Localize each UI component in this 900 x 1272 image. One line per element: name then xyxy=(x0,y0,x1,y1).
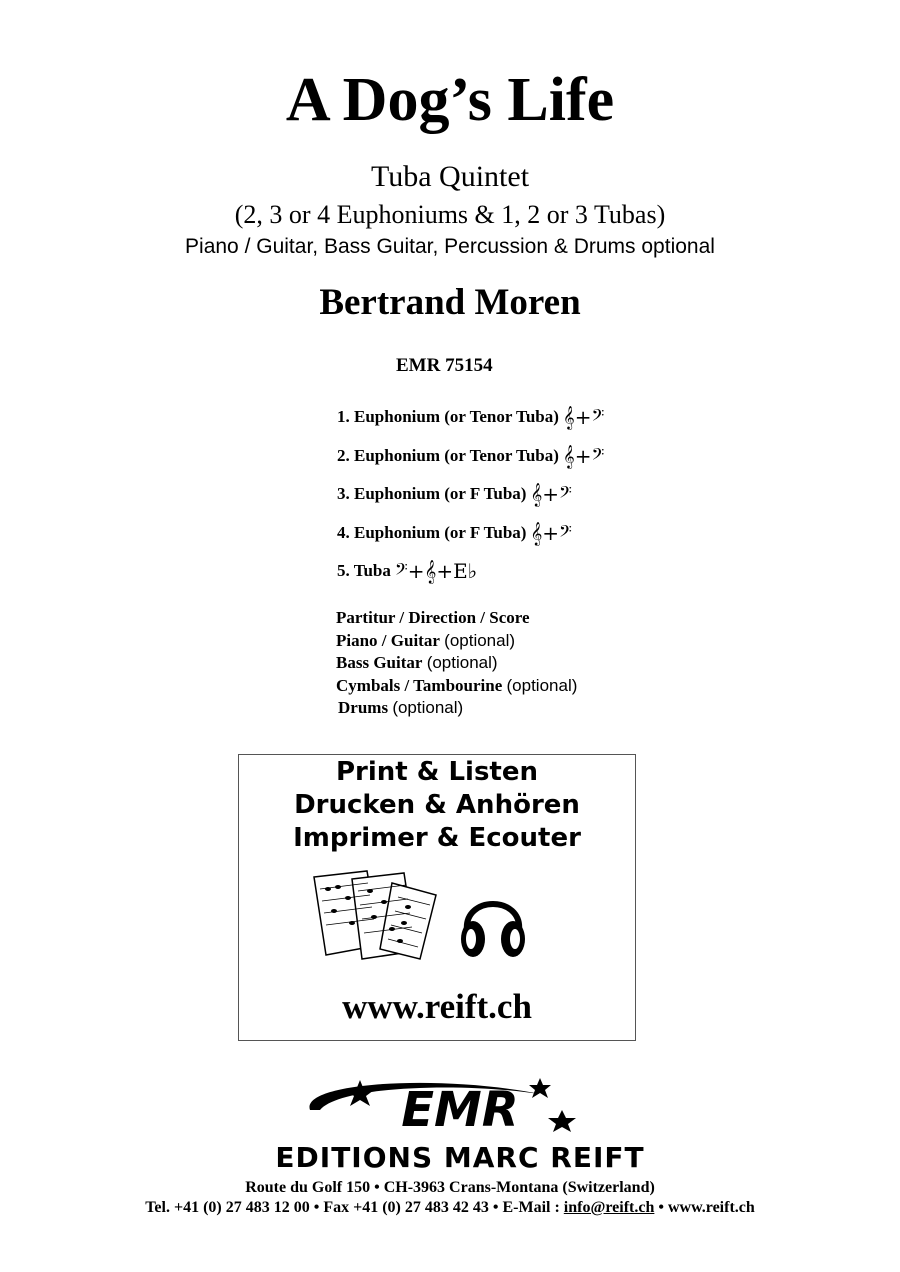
sheet-music-icon xyxy=(312,867,442,962)
part-item xyxy=(337,437,604,476)
part-label: 5. Tuba xyxy=(337,561,391,581)
publisher-contacts xyxy=(0,1198,900,1218)
material-label: Bass Guitar xyxy=(336,653,423,672)
page-title: A Dog’s Life xyxy=(285,66,615,134)
material-note: (optional) xyxy=(426,653,498,672)
promo-line-de: Drucken & Anhören xyxy=(294,790,580,820)
part-label: 4. Euphonium (or F Tuba) xyxy=(337,522,527,542)
contact-website: • www.reift.ch xyxy=(654,1199,755,1216)
promo-url: www.reift.ch xyxy=(342,987,532,1026)
part-item xyxy=(337,514,604,553)
material-item xyxy=(336,697,577,720)
publisher-name: EDITIONS MARC REIFT xyxy=(275,1141,645,1172)
emr-logo-icon xyxy=(240,1072,680,1172)
material-item xyxy=(336,675,577,698)
promo-line-en: Print & Listen xyxy=(335,757,539,787)
promo-line-fr: Imprimer & Ecouter xyxy=(293,823,581,853)
materials-list xyxy=(336,607,577,720)
part-label: 1. Euphonium (or Tenor Tuba) xyxy=(337,407,559,427)
email-link[interactable]: info@reift.ch xyxy=(563,1199,655,1216)
subtitle: Tuba Quintet xyxy=(370,160,530,193)
print-listen-box xyxy=(238,754,636,1041)
material-label: Cymbals / Tambourine xyxy=(336,675,503,695)
material-label: Partitur / Direction / Score xyxy=(336,608,530,627)
optional-instruments: Piano / Guitar, Bass Guitar, Percussion & Drums optional xyxy=(185,235,715,258)
material-item xyxy=(336,630,577,653)
publisher-address: Route du Golf 150 • CH-3963 Crans-Montana (Switzerland) xyxy=(245,1179,655,1196)
part-label: 2. Euphonium (or Tenor Tuba) xyxy=(337,445,559,465)
headphones-icon xyxy=(459,885,527,960)
clef-icon: 𝄞+𝄢 xyxy=(562,443,605,468)
clef-icon: 𝄞+𝄢 xyxy=(530,482,572,507)
material-note: (optional) xyxy=(506,675,578,695)
clef-icon: 𝄞+𝄢 xyxy=(530,520,572,545)
parts-list xyxy=(337,398,604,591)
material-label: Piano / Guitar xyxy=(336,630,440,650)
material-note: (optional) xyxy=(392,698,464,717)
svg-text:EMR: EMR xyxy=(401,1082,519,1138)
material-label: Drums xyxy=(338,698,389,717)
material-item xyxy=(336,652,577,675)
part-item xyxy=(337,398,604,437)
clef-icon: 𝄢+𝄞+E♭ xyxy=(394,559,478,584)
composer-name: Bertrand Moren xyxy=(319,282,581,323)
part-item xyxy=(337,475,604,514)
material-note: (optional) xyxy=(444,630,516,650)
part-label: 3. Euphonium (or F Tuba) xyxy=(337,484,527,504)
part-item xyxy=(337,552,604,591)
instrumentation: (2, 3 or 4 Euphoniums & 1, 2 or 3 Tubas) xyxy=(234,200,666,229)
edition-code: EMR 75154 xyxy=(396,355,493,376)
material-item xyxy=(336,607,577,630)
clef-icon: 𝄞+𝄢 xyxy=(562,405,605,430)
contact-phone-fax: Tel. +41 (0) 27 483 12 00 • Fax +41 (0) 27 483 42 43 • E-Mail : xyxy=(145,1199,564,1216)
